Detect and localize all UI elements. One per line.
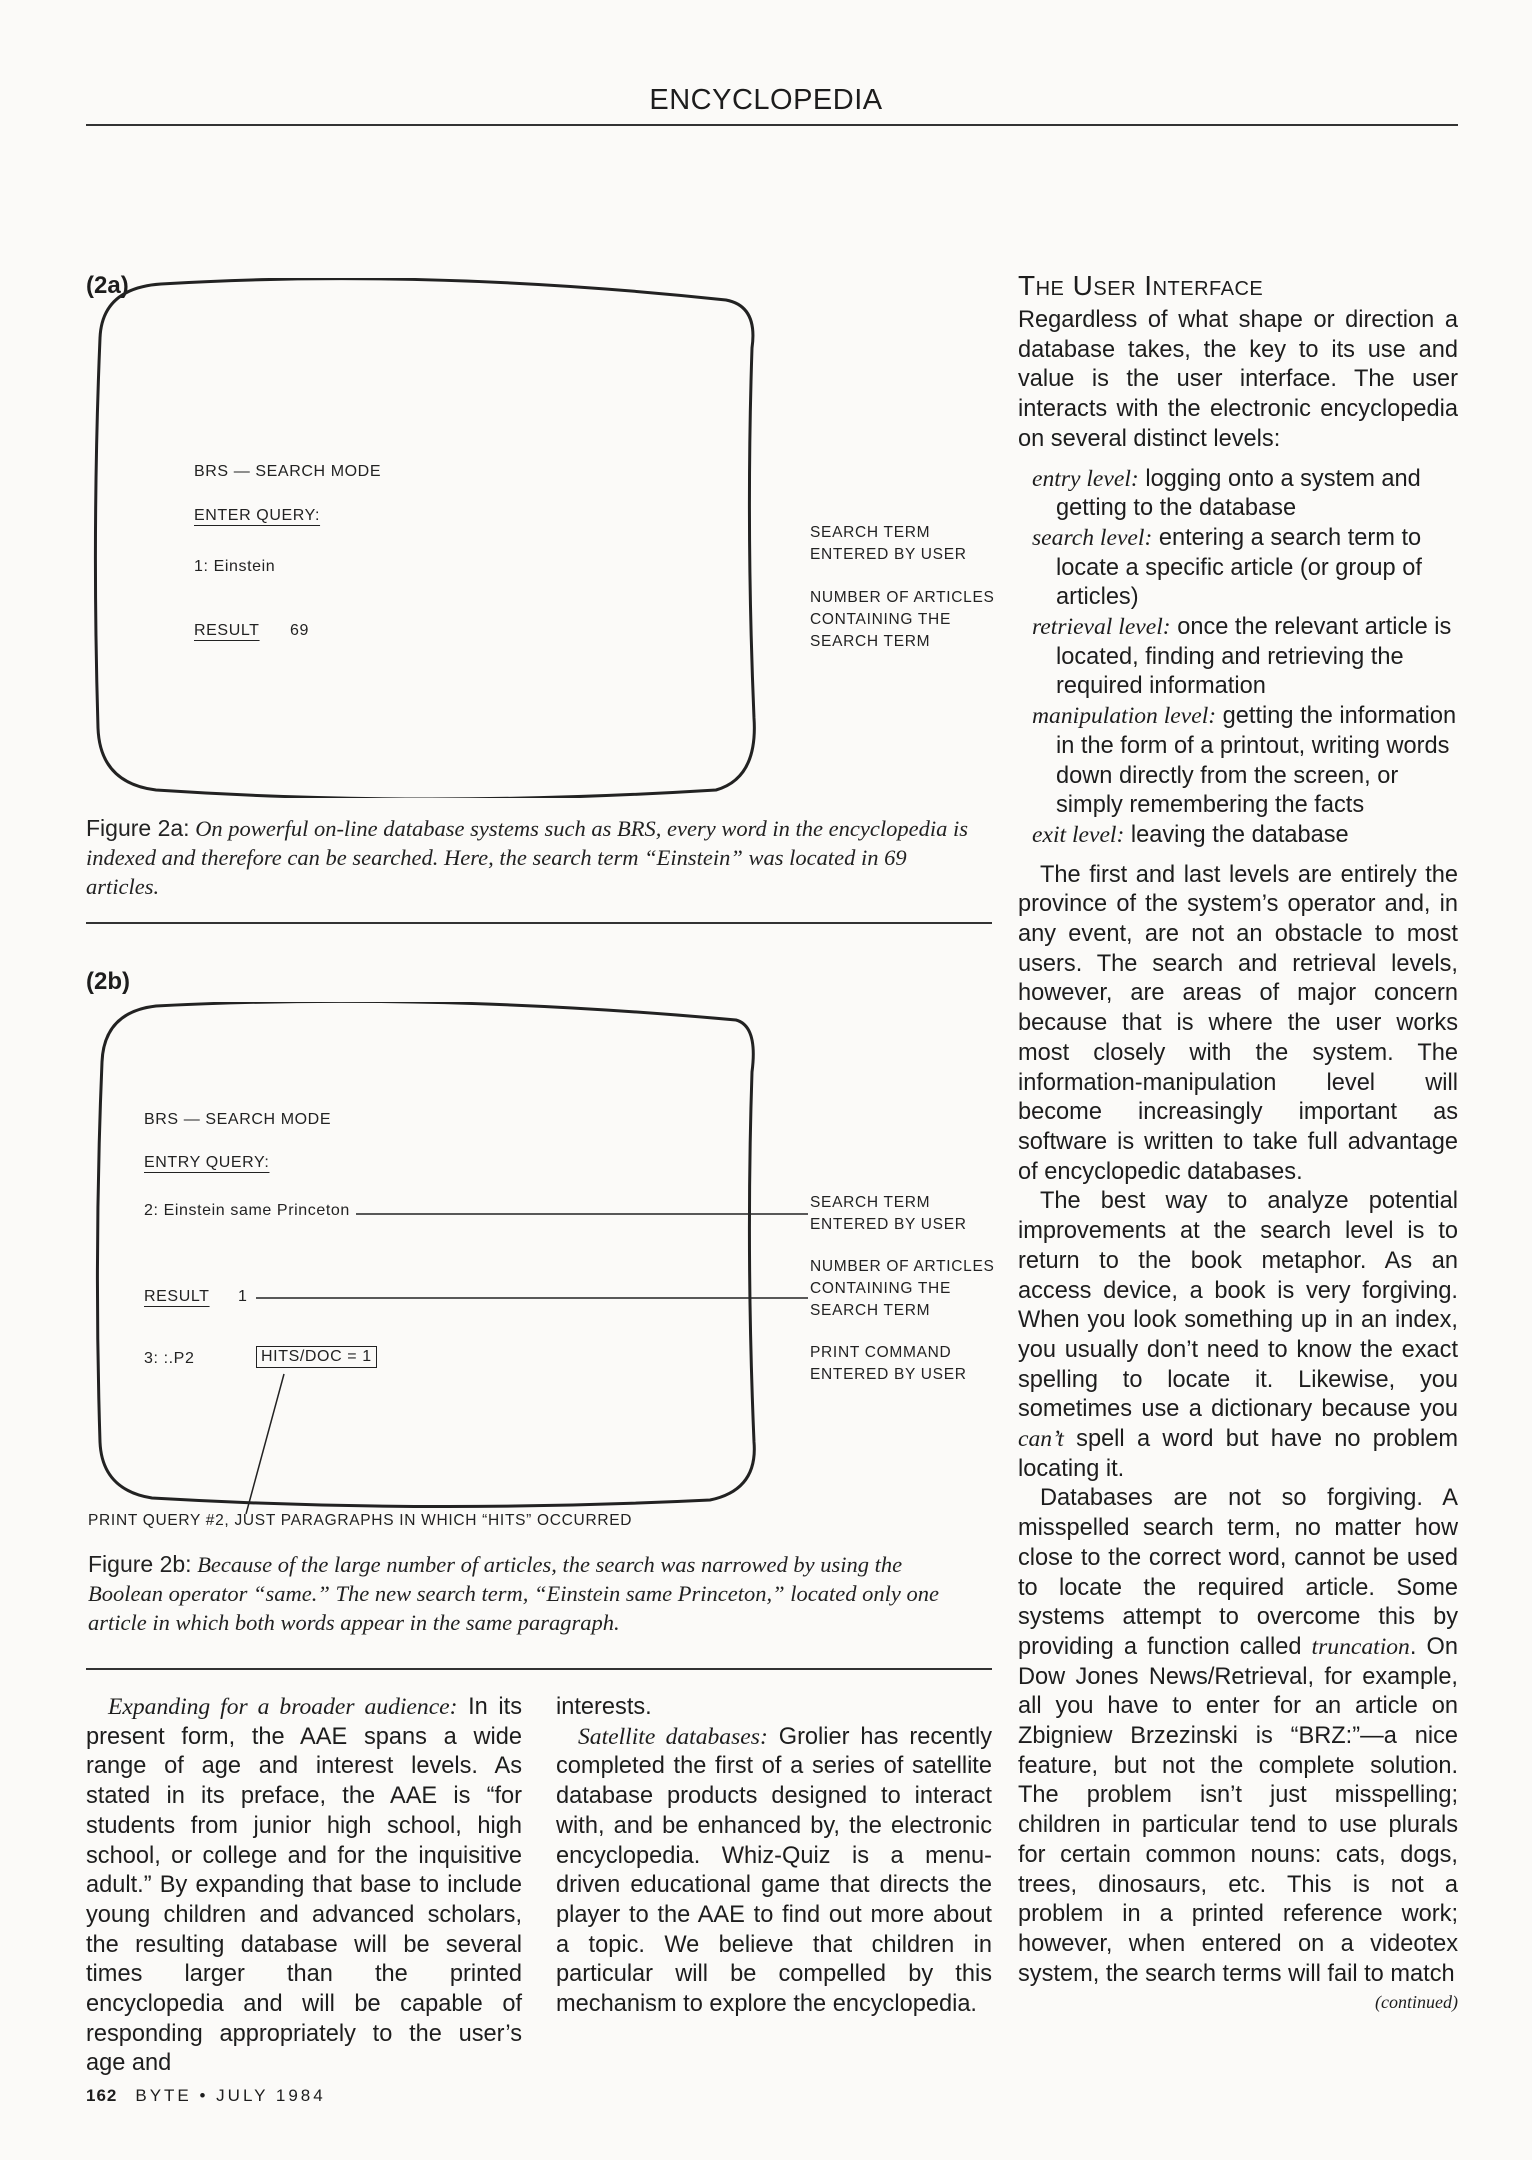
magazine-issue: BYTE • JULY 1984 bbox=[135, 2086, 326, 2105]
level-item: manipulation level: getting the information in the form of a printout, writing words down directly from the screen, or simply remembering the facts bbox=[1032, 703, 1457, 819]
right-p3: Databases are not so forgiving. A misspelled search term, no matter how close to the correct word, cannot be used to locate the required article. Some systems attempt to overcome this by providing a function called truncation. On Dow Jones News/Retrieval, for example, all you have to enter for an article on Zbigniew Brzezinski is “BRZ:”—a nice feature, but not the complete solution. The problem isn’t just misspelling; children in particular tend to use plurals for certain common nouns: cats, dogs, trees, dinosaurs, etc. This is not a problem in a printed reference work; however, when entered on a videotex system, the search terms will fail to match bbox=[1018, 1485, 1458, 1987]
screen-a-query: 1: Einstein bbox=[194, 558, 276, 575]
figure-bottom-rule bbox=[86, 1668, 992, 1670]
callout-b-search-term: SEARCH TERM ENTERED BY USER bbox=[810, 1194, 967, 1233]
right-p2: The best way to analyze potential improvements at the search level is to return to the book metaphor. As an access device, a book is very forgiving. When you look something up in an index, you usually don’t need to know the exact spelling to locate it. Likewise, you sometimes use a dictionary because you can’t spell a word but have no problem locating it. bbox=[1018, 1188, 1458, 1482]
screen-a-mode-line: BRS — SEARCH MODE bbox=[194, 463, 382, 480]
callout-a-search-term: SEARCH TERM ENTERED BY USER bbox=[810, 524, 967, 563]
page-number: 162 bbox=[86, 2086, 118, 2105]
screen-b-print-line: 3: :.P2 bbox=[144, 1350, 195, 1367]
level-item: retrieval level: once the relevant article is located, finding and retrieving the required information bbox=[1032, 614, 1452, 700]
middle-p1-text: Grolier has recently completed the first of a series of satellite database products designed to interact with, and be enhanced by, the electronic encyclopedia. Whiz-Quiz is a menu-driven educational game that directs the player to the AAE to find out more about a topic. We believe that children in particular will be compelled by this mechanism to explore the encyclopedia. bbox=[556, 1723, 992, 2018]
middle-p0: interests. bbox=[556, 1694, 652, 1720]
callout-b-print-command: PRINT COMMAND ENTERED BY USER bbox=[810, 1344, 967, 1383]
screen-b-mode-line: BRS — SEARCH MODE bbox=[144, 1111, 332, 1128]
screen-b-result-label: RESULT bbox=[144, 1288, 210, 1305]
figure-2a-caption-text: On powerful on-line database systems such as BRS, every word in the encyclopedia is indexed and therefore can be searched. Here, the search term “Einstein” was located in 69 articles. bbox=[86, 816, 968, 899]
figure-2b-caption-text: Because of the large number of articles, the search was narrowed by using the Boolean operator “same.” The new search term, “Einstein same Princeton,” located only one article in which both words appear in the same paragraph. bbox=[88, 1552, 939, 1635]
right-column bbox=[1018, 270, 1458, 2015]
figure-2a-caption-label: Figure 2a: bbox=[86, 815, 190, 841]
level-list bbox=[1018, 465, 1458, 851]
running-header: ENCYCLOPEDIA bbox=[649, 84, 883, 116]
continued-note: (continued) bbox=[1375, 1992, 1458, 2013]
level-item: search level: entering a search term to locate a specific article (or group of articles) bbox=[1032, 524, 1422, 611]
figure-2b-caption bbox=[88, 1550, 974, 1637]
screen-b-hits-box: HITS/DOC = 1 bbox=[256, 1346, 377, 1368]
figure-2b-label: (2b) bbox=[86, 968, 130, 995]
level-item: exit level: leaving the database bbox=[1032, 821, 1349, 848]
screen-b-query: 2: Einstein same Princeton bbox=[144, 1202, 350, 1219]
page-footer bbox=[86, 2086, 326, 2106]
screen-a-prompt: ENTER QUERY: bbox=[194, 507, 321, 524]
callout-a-number-articles: NUMBER OF ARTICLES CONTAINING THE SEARCH TERM bbox=[810, 589, 995, 650]
left-p1-text: In its present form, the AAE spans a wide range of age and interest levels. As stated in its preface, the AAE is “for students from junior high school, high school, or college and for the inquisitive adult.” By expanding that base to include young children and advanced scholars, the resulting database will be several times larger than the printed encyclopedia and will be capable of responding appropriately to the user’s age and bbox=[86, 1694, 522, 2077]
callout-b-number-articles: NUMBER OF ARTICLES CONTAINING THE SEARCH TERM bbox=[810, 1258, 995, 1319]
figure-2b-caption-label: Figure 2b: bbox=[88, 1551, 192, 1577]
screen-b-result-value: 1 bbox=[238, 1288, 248, 1305]
screen-b-prompt: ENTRY QUERY: bbox=[144, 1154, 270, 1171]
right-p1: The first and last levels are entirely the province of the system’s operator and, in any event, are not an obstacle to most users. The search and retrieval levels, however, are areas of major concern because that is where the user works most closely with the system. The information-manipulation level will become increasingly important as software is written to take full advantage of encyclopedic databases. bbox=[1018, 861, 1458, 1185]
middle-p1-lead: Satellite databases: bbox=[578, 1723, 768, 1750]
middle-column bbox=[556, 1693, 992, 2020]
figure-2a-label: (2a) bbox=[86, 272, 129, 299]
left-p1-lead: Expanding for a broader audience: bbox=[108, 1694, 458, 1720]
figure-2b-bottom-note: PRINT QUERY #2, JUST PARAGRAPHS IN WHICH “HITS” OCCURRED bbox=[88, 1512, 633, 1529]
section-title: The User Interface bbox=[1018, 270, 1264, 301]
right-intro: Regardless of what shape or direction a database takes, the key to its use and value is the user interface. The user interacts with the electronic encyclopedia on several distinct levels: bbox=[1018, 307, 1458, 452]
level-item: entry level: logging onto a system and getting to the database bbox=[1032, 465, 1421, 522]
screen-a-result-value: 69 bbox=[290, 622, 309, 639]
screen-a-result-label: RESULT bbox=[194, 622, 260, 639]
left-column bbox=[86, 1693, 522, 2079]
